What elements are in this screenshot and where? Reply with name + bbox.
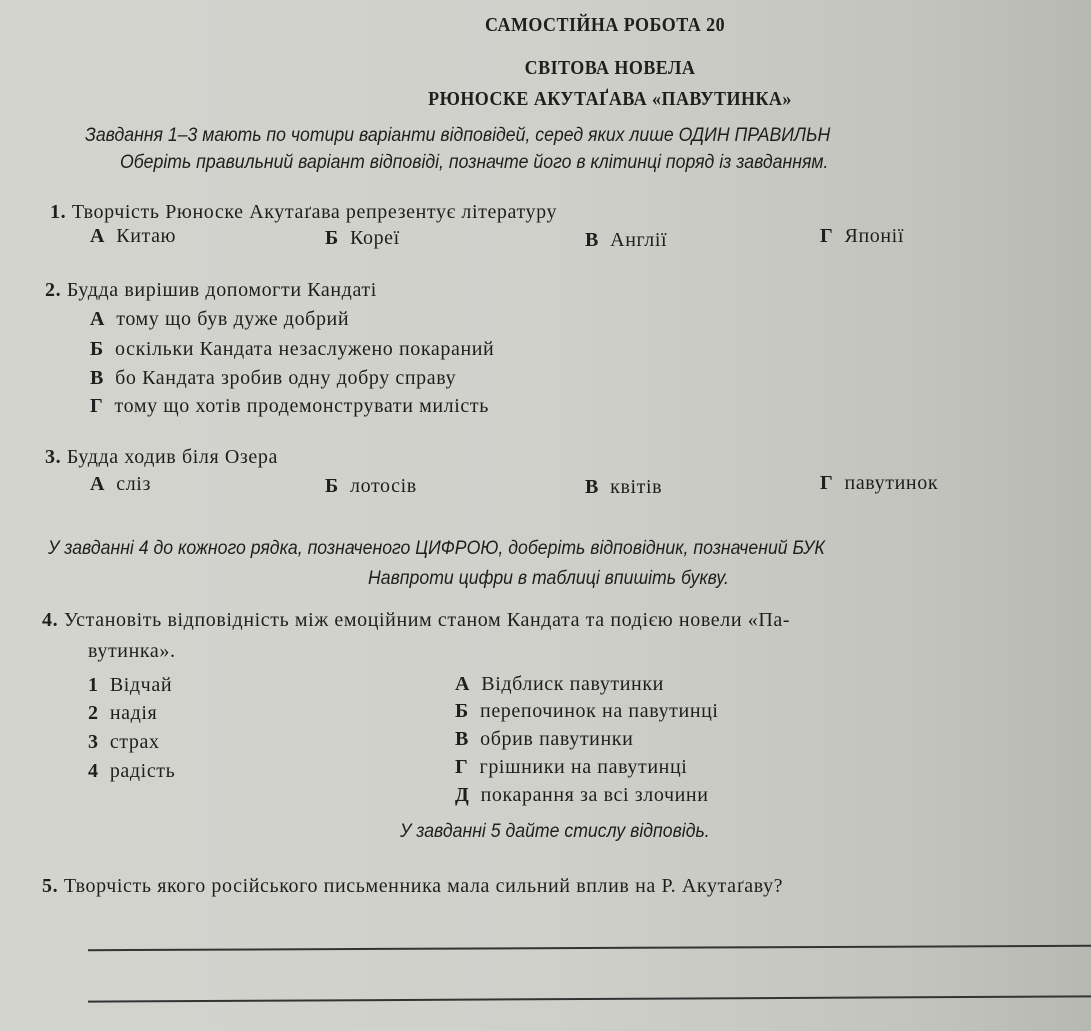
option-label: Б [455, 700, 469, 722]
instruction-1-line2: Оберіть правильний варіант відповіді, позначте його в клітинці поряд із завданням. [120, 152, 829, 173]
option-label: Г [455, 756, 469, 778]
question-number: 1. [50, 201, 67, 223]
option [90, 367, 456, 390]
option-text: Англії [610, 229, 668, 251]
option-label: Д [455, 784, 470, 806]
match-right [455, 756, 687, 779]
match-right [455, 728, 633, 751]
option-label: 1 [88, 674, 99, 696]
option-text: надія [109, 702, 158, 724]
option-label: В [90, 367, 104, 389]
section-title: СВІТОВА НОВЕЛА [524, 57, 696, 79]
option-text: перепочинок на павутинці [480, 700, 719, 722]
option-label: В [455, 728, 469, 750]
question-4 [42, 609, 790, 632]
option-text: Будда вирішив допомогти Кандаті [66, 279, 377, 301]
option-label: В [585, 476, 599, 498]
option [820, 472, 938, 495]
match-left [88, 674, 172, 697]
question-text: Творчість Рюноске Акутаґава репрезентує літературу [71, 201, 558, 223]
option [90, 225, 176, 248]
option-label: Г [820, 225, 834, 247]
option-text: оскільки Кандата незаслужено покараний [115, 338, 495, 360]
option-label: 4 [88, 760, 99, 782]
option-text: тому що хотів продемонструвати милість [114, 395, 489, 417]
option-label: 5. [42, 875, 59, 897]
match-left [88, 731, 160, 754]
question-1 [50, 201, 557, 224]
question-3 [45, 446, 278, 469]
instruction-2-line2: Навпроти цифри в таблиці впишіть букву. [368, 568, 729, 589]
page-title: САМОСТІЙНА РОБОТА 20 [484, 14, 726, 36]
option [585, 476, 662, 499]
option [325, 475, 417, 498]
option [820, 225, 904, 248]
match-right [455, 784, 709, 807]
instruction-1-line1: Завдання 1–3 мають по чотири варіанти відповідей, серед яких лише ОДИН ПРАВИЛЬН [85, 125, 831, 146]
option-label: Г [90, 395, 104, 417]
option-text: тому що був дуже добрий [116, 308, 350, 330]
instruction-3: У завданні 5 дайте стислу відповідь. [400, 821, 710, 842]
option-label: Б [325, 227, 339, 249]
option-label: 4. [42, 609, 59, 631]
option-label: 2. [45, 279, 62, 301]
option-text: Творчість якого російського письменника мала сильний вплив на Р. Акутаґаву? [63, 875, 784, 897]
option-label: А [90, 308, 106, 330]
answer-line[interactable] [88, 995, 1091, 1002]
option [90, 308, 349, 331]
option-text: Китаю [116, 225, 177, 247]
option-text: квітів [610, 476, 663, 498]
option [90, 473, 151, 496]
option-label: В [585, 229, 599, 251]
question-4-cont: вутинка». [88, 640, 176, 662]
option [90, 395, 489, 418]
option-text: павутинок [844, 472, 939, 494]
question-2 [45, 279, 377, 302]
option-text: грішники на павутинці [479, 756, 688, 778]
option-label: А [90, 225, 106, 247]
option-text: Японії [844, 225, 904, 247]
option-label: А [90, 473, 106, 495]
match-left [88, 760, 175, 783]
match-left [88, 702, 157, 725]
instruction-2-line1: У завданні 4 до кожного рядка, позначеного ЦИФРОЮ, доберіть відповідник, позначений БУК [48, 538, 825, 559]
option-text: Установіть відповідність між емоційним станом Кандата та подією новели «Па- [63, 609, 791, 631]
match-right [455, 673, 664, 696]
option [585, 229, 667, 252]
answer-line[interactable] [88, 945, 1091, 951]
option-label: Б [325, 475, 339, 497]
match-right [455, 700, 719, 723]
option-text: страх [109, 731, 160, 753]
option-text: Відчай [109, 674, 173, 696]
option-label: 3. [45, 446, 62, 468]
option-text: Кореї [350, 227, 400, 249]
option-text: сліз [116, 473, 151, 495]
option-label: Г [820, 472, 834, 494]
option-text: обрив павутинки [480, 728, 634, 750]
option-text: покарання за всі злочини [480, 784, 709, 806]
question-5 [42, 875, 783, 898]
option-text: радість [109, 760, 176, 782]
option-label: А [455, 673, 471, 695]
option-label: 2 [88, 702, 99, 724]
option-label: Б [90, 338, 104, 360]
option [90, 338, 494, 361]
option [325, 227, 400, 250]
option-label: 3 [88, 731, 99, 753]
option-text: Будда ходив біля Озера [66, 446, 278, 468]
option-text: бо Кандата зробив одну добру справу [115, 367, 457, 389]
option-text: лотосів [350, 475, 417, 497]
subtitle: РЮНОСКЕ АКУТАҐАВА «ПАВУТИНКА» [428, 88, 792, 110]
option-text: Відблиск павутинки [481, 673, 664, 695]
